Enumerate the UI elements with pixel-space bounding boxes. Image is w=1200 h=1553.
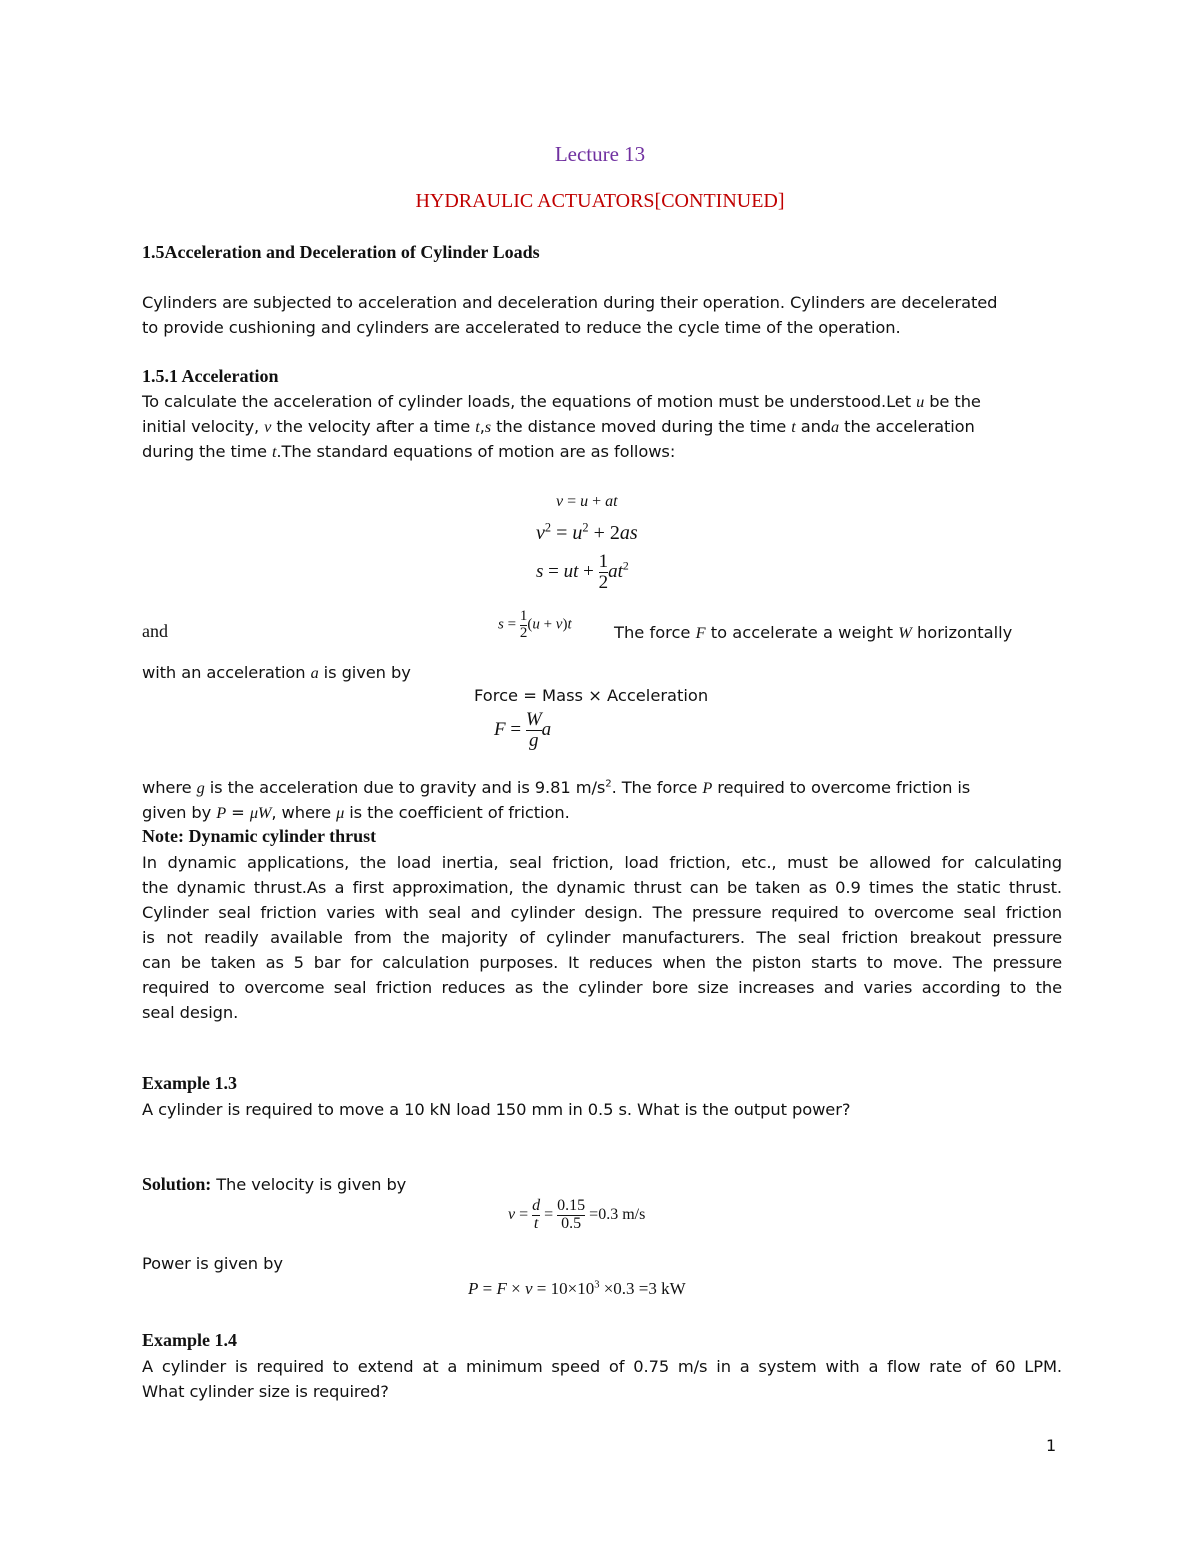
var-u: u <box>916 392 925 411</box>
gravity-paragraph <box>142 775 1062 825</box>
eq-operator: = <box>515 1205 533 1223</box>
power-text: Power is given by <box>142 1254 283 1273</box>
example-line: What cylinder size is required? <box>142 1382 389 1401</box>
equation-force <box>494 710 551 751</box>
eq-operator: = <box>540 1205 558 1223</box>
text-run: , where <box>271 803 337 822</box>
eq-operator: = <box>563 493 581 510</box>
eq-term: t <box>567 616 572 633</box>
eq-term: at <box>608 560 623 582</box>
var-mu: μ <box>336 803 345 822</box>
example-1-4-text <box>142 1354 1062 1404</box>
eq-term: at <box>605 493 618 510</box>
equation-velocity <box>556 493 618 511</box>
eq-exponent: 2 <box>544 520 552 535</box>
fraction-numerator: 0.15 <box>557 1197 586 1214</box>
text-run: is the coefficient of friction. <box>344 803 570 822</box>
equation-displacement <box>536 552 629 593</box>
eq-operator: = <box>543 560 564 582</box>
var-F: F <box>695 623 706 642</box>
var-mu: μ <box>249 803 258 822</box>
var-t: t <box>791 417 796 436</box>
intro-line-2: to provide cushioning and cylinders are accelerated to reduce the cycle time of the operation. <box>142 318 901 337</box>
note-line: is not readily available from the majority of cylinder manufacturers. The seal friction breakout pressure <box>142 928 1062 947</box>
subsection-paragraph <box>142 389 1062 464</box>
eq-term: as <box>619 522 638 544</box>
equation-average-velocity <box>498 609 572 642</box>
note-line: seal design. <box>142 1003 239 1022</box>
text-run: required to overcome friction is <box>712 778 971 797</box>
eq-operator: = <box>478 1279 497 1298</box>
text-run: and <box>795 417 832 436</box>
solution-label: Solution: <box>142 1174 212 1194</box>
text-run: .The standard equations of motion are as follows: <box>276 442 676 461</box>
eq-term: u <box>572 522 583 544</box>
text-run: is the acceleration due to gravity and is 9.81 m/s <box>204 778 606 797</box>
note-line: can be taken as 5 bar for calculation purposes. It reduces when the piston starts to move. The pressure <box>142 953 1062 972</box>
text-run: To calculate the acceleration of cylinder loads, the equations of motion must be understood.Let <box>142 392 917 411</box>
var-W: W <box>898 623 912 642</box>
fraction-w-over-g <box>526 710 542 751</box>
note-line: required to overcome seal friction reduces as the cylinder bore size increases and varies according to the <box>142 978 1062 997</box>
eq-result: ×0.3 =3 kW <box>599 1279 686 1298</box>
text-run: , <box>479 417 485 436</box>
eq-term: v <box>508 1205 516 1223</box>
eq-result: =0.3 m/s <box>585 1205 646 1223</box>
var-v: v <box>264 417 272 436</box>
eq-operator: = <box>505 718 526 740</box>
eq-term: u <box>532 616 540 633</box>
note-line: the dynamic thrust.As a first approximation, the dynamic thrust can be taken as 0.9 times the static thrust. <box>142 878 1062 897</box>
var-t: t <box>271 442 277 461</box>
fraction-d-over-t <box>532 1198 540 1233</box>
eq-paren: ( <box>527 616 533 633</box>
fraction-denominator: t <box>533 1214 539 1232</box>
var-a: a <box>831 417 840 436</box>
equation-velocity-squared <box>536 522 638 545</box>
text-run: the velocity after a time <box>271 417 476 436</box>
note-line: In dynamic applications, the load inertia, seal friction, load friction, etc., must be allowed for calculating <box>142 853 1062 872</box>
equation-velocity-example <box>508 1198 645 1233</box>
text-run: to accelerate a weight <box>705 623 899 642</box>
var-t: t <box>475 417 480 436</box>
fraction-one-half <box>599 552 609 593</box>
text-run: where <box>142 778 197 797</box>
text-run: initial velocity, <box>142 417 265 436</box>
text-run: during the time <box>142 442 272 461</box>
eq-term: a <box>541 718 552 740</box>
page-number: 1 <box>1046 1436 1057 1455</box>
fraction-numerator: d <box>532 1197 541 1214</box>
example-1-3-title: Example 1.3 <box>142 1073 238 1093</box>
eq-paren: ) <box>562 616 568 633</box>
text-run: be the <box>924 392 981 411</box>
var-a: a <box>310 663 319 682</box>
note-title: Note: Dynamic cylinder thrust <box>142 826 377 846</box>
eq-term: u <box>580 493 589 510</box>
text-run: the distance moved during the time <box>491 417 792 436</box>
lecture-number: Lecture 13 <box>554 142 646 166</box>
var-s: s <box>484 417 492 436</box>
force-sentence-end <box>142 660 1062 685</box>
eq-exponent: 2 <box>582 520 589 535</box>
and-label: and <box>142 621 168 641</box>
note-line: Cylinder seal friction varies with seal and cylinder design. The pressure required to overcome seal friction <box>142 903 1062 922</box>
solution-line <box>142 1172 1062 1197</box>
fraction-numerator: 1 <box>519 608 528 624</box>
text-run: The velocity is given by <box>211 1175 407 1194</box>
text-run: horizontally <box>911 623 1013 642</box>
eq-term: F <box>496 1279 507 1298</box>
fraction-denominator: g <box>526 730 542 751</box>
eq-value: = 10×10 <box>532 1279 595 1298</box>
eq-operator: = <box>503 616 520 633</box>
eq-exponent: 3 <box>594 1279 600 1291</box>
text-run: The force <box>614 623 696 642</box>
force-formula-words: Force = Mass × Acceleration <box>474 686 709 705</box>
eq-term: v <box>555 616 563 633</box>
var-P: P <box>216 803 227 822</box>
fraction-numerator: 1 <box>598 551 609 572</box>
eq-operator: + 2 <box>588 522 620 544</box>
force-sentence-start <box>614 620 1012 645</box>
fraction-numerator: W <box>525 709 542 730</box>
text-run: given by <box>142 803 217 822</box>
exponent: 2 <box>605 778 612 790</box>
section-intro <box>142 290 1062 340</box>
eq-operator: + <box>578 560 599 582</box>
eq-term: F <box>494 718 506 740</box>
note-paragraph <box>142 850 1062 1025</box>
eq-term: s <box>536 560 544 582</box>
eq-term: ut <box>563 560 579 582</box>
fraction-denominator: 0.5 <box>557 1215 585 1233</box>
eq-term: v <box>556 493 564 510</box>
text-run: with an acceleration <box>142 663 311 682</box>
equation-power <box>468 1279 686 1299</box>
eq-term: s <box>498 616 504 633</box>
section-title: 1.5Acceleration and Deceleration of Cylinder Loads <box>142 242 540 262</box>
var-W: W <box>257 803 272 822</box>
example-1-3-text: A cylinder is required to move a 10 kN load 150 mm in 0.5 s. What is the output power? <box>142 1100 851 1119</box>
text-run: . The force <box>611 778 703 797</box>
page-title: HYDRAULIC ACTUATORS[CONTINUED] <box>415 190 785 212</box>
eq-exponent: 2 <box>622 559 629 573</box>
intro-line-1: Cylinders are subjected to acceleration and deceleration during their operation. Cylinders are decelerated <box>142 293 998 312</box>
eq-term: P <box>468 1279 479 1298</box>
text-run: = <box>226 803 250 822</box>
var-P: P <box>702 778 713 797</box>
var-g: g <box>196 778 205 797</box>
text-run: the acceleration <box>839 417 975 436</box>
eq-operator: × <box>506 1279 525 1298</box>
eq-operator: + <box>539 616 556 633</box>
fraction-denominator: 2 <box>598 571 609 593</box>
eq-term: v <box>524 1279 533 1298</box>
example-1-4-title: Example 1.4 <box>142 1330 238 1350</box>
fraction-denominator: 2 <box>519 624 528 641</box>
text-run: is given by <box>318 663 411 682</box>
eq-operator: + <box>588 493 606 510</box>
fraction-values <box>557 1198 585 1233</box>
eq-term: v <box>536 522 545 544</box>
eq-operator: = <box>551 522 573 544</box>
subsection-title: 1.5.1 Acceleration <box>142 366 279 386</box>
example-line: A cylinder is required to extend at a minimum speed of 0.75 m/s in a system with a flow rate of 60 LPM. <box>142 1357 1062 1376</box>
